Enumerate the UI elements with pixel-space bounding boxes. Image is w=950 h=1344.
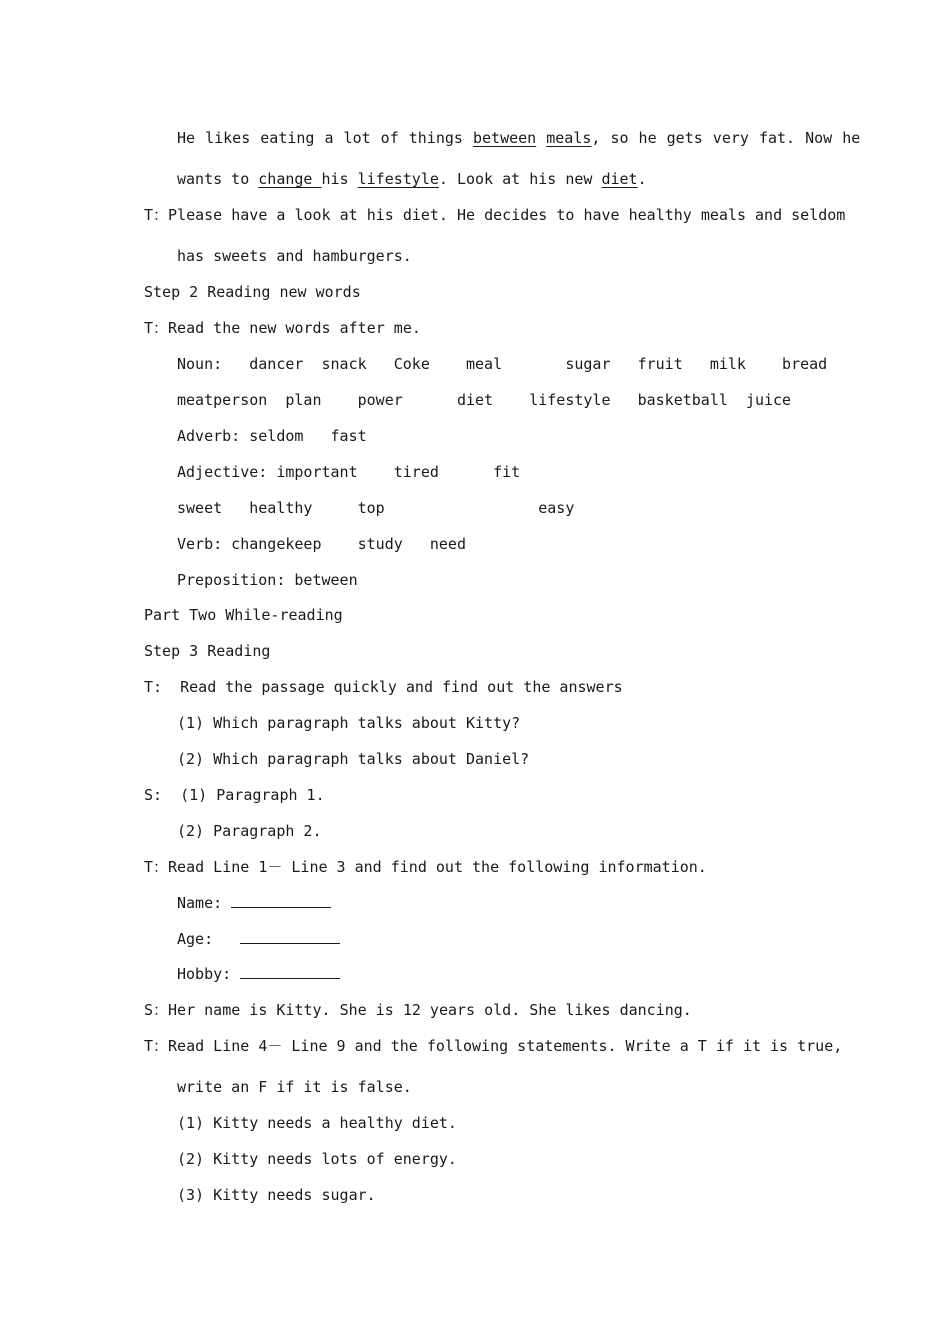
- info-instruction: T：Read Line 1－ Line 3 and find out the following information.: [144, 858, 707, 876]
- text-run: .: [637, 170, 647, 188]
- underlined-word-meals: meals: [546, 129, 592, 147]
- age-blank[interactable]: [240, 929, 340, 944]
- adverb-list: Adverb: seldom fast: [177, 427, 367, 445]
- text-run: , so he gets very fat. Now he: [591, 129, 861, 147]
- hobby-blank[interactable]: [240, 964, 340, 979]
- answer-2: (2) Paragraph 2.: [177, 822, 322, 840]
- true-false-instruction-line-1: T：Read Line 4－ Line 9 and the following statements. Write a T if it is true,: [144, 1037, 843, 1055]
- age-label: Age:: [177, 930, 241, 948]
- text-run: wants to: [177, 170, 259, 188]
- name-field-row: [177, 893, 331, 913]
- age-field-row: [177, 929, 340, 949]
- underlined-word-lifestyle: lifestyle: [357, 170, 439, 188]
- intro-line-2: [177, 169, 647, 189]
- text-run: his: [321, 170, 358, 188]
- question-1: (1) Which paragraph talks about Kitty?: [177, 714, 521, 732]
- question-2: (2) Which paragraph talks about Daniel?: [177, 750, 530, 768]
- text-run: [536, 129, 546, 147]
- adjective-list-line-1: Adjective: important tired fit: [177, 463, 521, 481]
- step2-instruction: T：Read the new words after me.: [144, 319, 421, 337]
- step2-heading: Step 2 Reading new words: [144, 283, 361, 301]
- answer-1: S: (1) Paragraph 1.: [144, 786, 325, 804]
- step3-heading: Step 3 Reading: [144, 642, 271, 660]
- underlined-word-diet: diet: [601, 170, 638, 188]
- info-answer: S：Her name is Kitty. She is 12 years old. She likes dancing.: [144, 1001, 692, 1019]
- name-label: Name:: [177, 894, 232, 912]
- teacher-diet-line-2: has sweets and hamburgers.: [177, 247, 412, 265]
- statement-3: (3) Kitty needs sugar.: [177, 1186, 376, 1204]
- text-run: He likes eating a lot of things: [177, 129, 473, 147]
- part-two-heading: Part Two While-reading: [144, 606, 343, 624]
- verb-list: Verb: changekeep study need: [177, 535, 466, 553]
- hobby-field-row: [177, 964, 340, 984]
- underlined-word-between: between: [472, 129, 537, 147]
- adjective-list-line-2: sweet healthy top easy: [177, 499, 575, 517]
- hobby-label: Hobby:: [177, 965, 241, 983]
- statement-1: (1) Kitty needs a healthy diet.: [177, 1114, 457, 1132]
- step3-question-intro: T: Read the passage quickly and find out the answers: [144, 678, 623, 696]
- intro-line-1: [177, 128, 860, 148]
- underlined-word-change: change: [258, 170, 322, 188]
- true-false-instruction-line-2: write an F if it is false.: [177, 1078, 412, 1096]
- noun-list-line-1: Noun: dancer snack Coke meal sugar fruit milk bread: [177, 355, 828, 373]
- preposition-list: Preposition: between: [177, 571, 358, 589]
- statement-2: (2) Kitty needs lots of energy.: [177, 1150, 457, 1168]
- noun-list-line-2: meatperson plan power diet lifestyle basketball juice: [177, 391, 792, 409]
- text-run: . Look at his new: [438, 170, 602, 188]
- name-blank[interactable]: [231, 893, 331, 908]
- teacher-diet-line-1: T：Please have a look at his diet. He decides to have healthy meals and seldom: [144, 206, 846, 224]
